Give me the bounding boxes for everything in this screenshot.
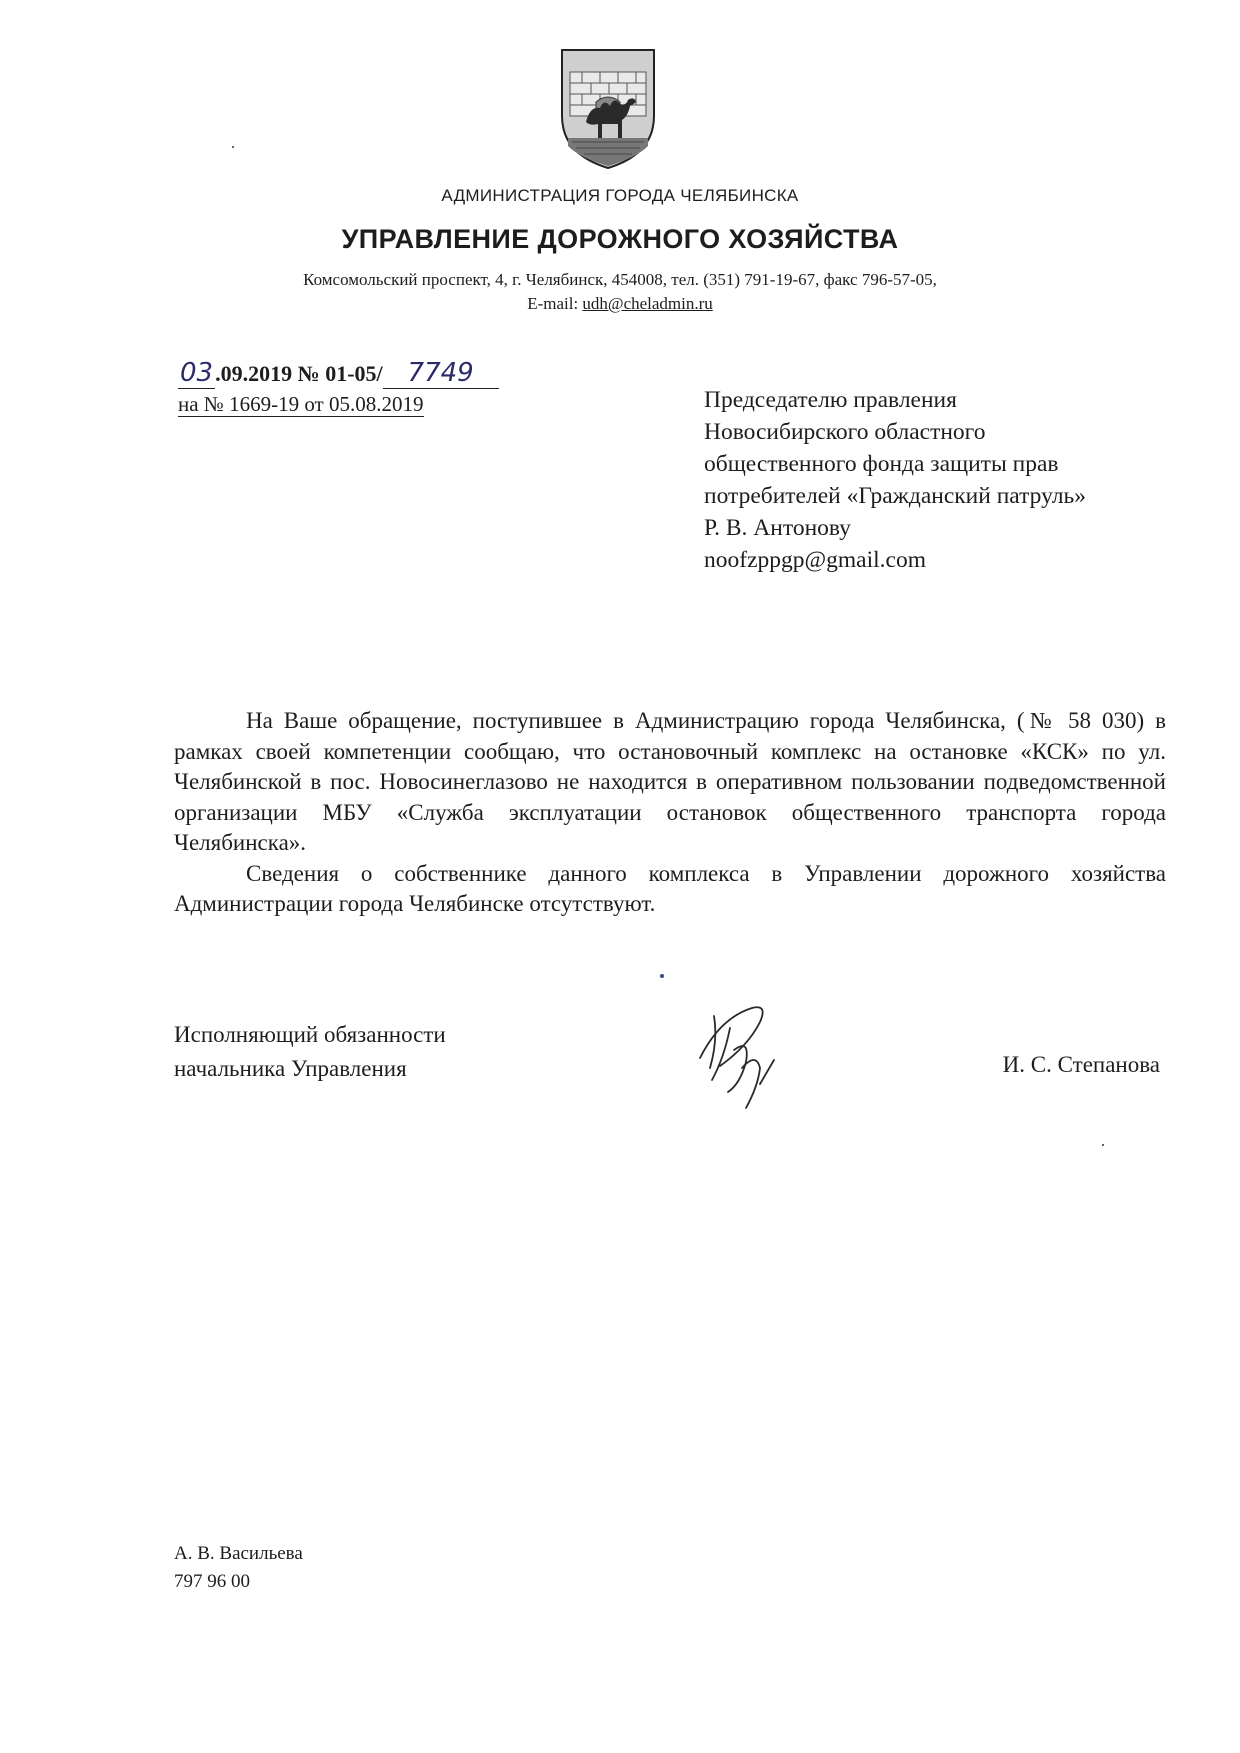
handwritten-signature-icon xyxy=(690,988,810,1128)
number-label: № 01-05/ xyxy=(297,361,383,386)
administration-name: АДМИНИСТРАЦИЯ ГОРОДА ЧЕЛЯБИНСКА xyxy=(441,186,799,205)
position-line: начальника Управления xyxy=(174,1056,407,1081)
addressee-line: общественного фонда защиты прав xyxy=(704,451,1059,477)
department-address: Комсомольский проспект, 4, г. Челябинск, 454008, тел. (351) 791-19-67, факс 796-57-05, xyxy=(303,270,937,289)
addressee-line: Новосибирского областного xyxy=(704,419,986,445)
position-line: Исполняющий обязанности xyxy=(174,1022,446,1047)
executor-block xyxy=(174,1540,303,1596)
addressee-email: noofzppgp@gmail.com xyxy=(704,547,926,573)
executor-name: А. В. Васильева xyxy=(174,1543,303,1564)
body-paragraph: На Ваше обращение, поступившее в Администрацию города Челябинска, (№ 58 030) в рамках своей компетенции сообщаю, что остановочный комплекс на остановке «КСК» по ул. Челябинской в пос. Новосинеглазово не находится в оперативном пользовании подведомственной организации МБУ «Служба эксплуатации остановок общественного транспорта города Челябинска». xyxy=(174,708,1166,855)
email-link[interactable]: udh@cheladmin.ru xyxy=(582,294,713,313)
scan-speck xyxy=(1102,1144,1104,1146)
addressee-line: Председателю правления xyxy=(704,387,957,413)
reference-number: на № 1669-19 от 05.08.2019 xyxy=(178,392,424,416)
registration-number xyxy=(178,358,499,389)
addressee-line: потребителей «Гражданский патруль» xyxy=(704,483,1087,509)
reference-line xyxy=(178,392,424,417)
signatory-position xyxy=(174,1018,446,1086)
email-label: E-mail: xyxy=(527,294,579,313)
coat-of-arms-icon xyxy=(556,46,660,172)
addressee-line: Р. В. Антонову xyxy=(704,515,851,541)
letter-body xyxy=(174,706,1166,920)
addressee-block xyxy=(704,384,1086,576)
email-line xyxy=(0,292,1240,316)
executor-phone: 797 96 00 xyxy=(174,1571,250,1592)
body-paragraph: Сведения о собственнике данного комплекса в Управлении дорожного хозяйства Администрации города Челябинске отсутствуют. xyxy=(174,860,1166,916)
handwritten-number: 7749 xyxy=(383,358,499,389)
handwritten-day: 03 xyxy=(180,358,214,388)
scan-speck xyxy=(232,146,234,148)
date-suffix: .09.2019 xyxy=(215,361,293,386)
department-name: УПРАВЛЕНИЕ ДОРОЖНОГО ХОЗЯЙСТВА xyxy=(341,224,899,254)
scan-speck xyxy=(660,974,664,978)
signatory-name: И. С. Степанова xyxy=(1002,1052,1160,1077)
